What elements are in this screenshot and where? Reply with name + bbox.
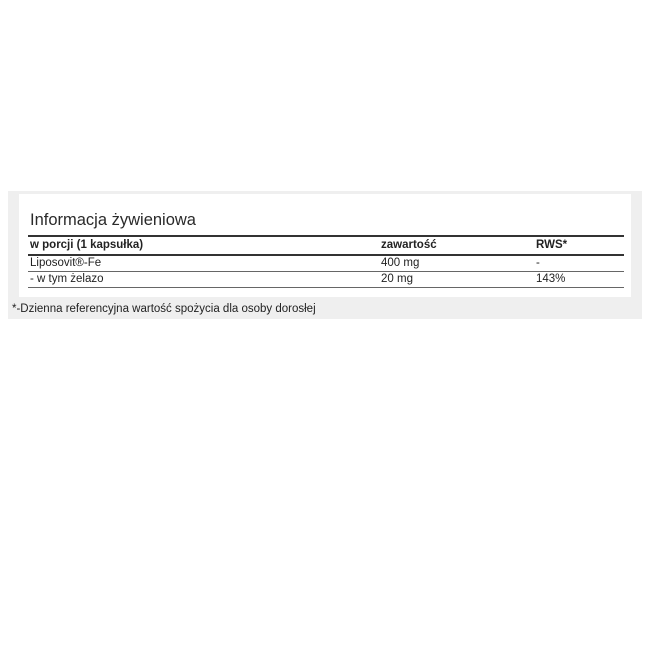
table-header-row bbox=[28, 237, 624, 256]
nutrition-table bbox=[28, 235, 624, 288]
header-serving: w porcji (1 kapsułka) bbox=[30, 239, 144, 251]
row-rws: - bbox=[536, 257, 540, 269]
row-ingredient: - w tym żelazo bbox=[30, 273, 104, 285]
rws-footnote: *-Dzienna referencyjna wartość spożycia dla osoby dorosłej bbox=[12, 303, 316, 315]
nutrition-info-panel bbox=[19, 194, 631, 297]
row-ingredient: Liposovit®-Fe bbox=[30, 257, 102, 269]
nutrition-title: Informacja żywieniowa bbox=[30, 211, 196, 229]
row-amount: 20 mg bbox=[381, 273, 413, 285]
header-rws: RWS* bbox=[536, 239, 568, 251]
table-row bbox=[28, 256, 624, 272]
header-content: zawartość bbox=[381, 239, 437, 251]
row-rws: 143% bbox=[536, 273, 566, 285]
row-amount: 400 mg bbox=[381, 257, 420, 269]
table-row bbox=[28, 272, 624, 288]
nutrition-info-frame bbox=[8, 191, 642, 319]
